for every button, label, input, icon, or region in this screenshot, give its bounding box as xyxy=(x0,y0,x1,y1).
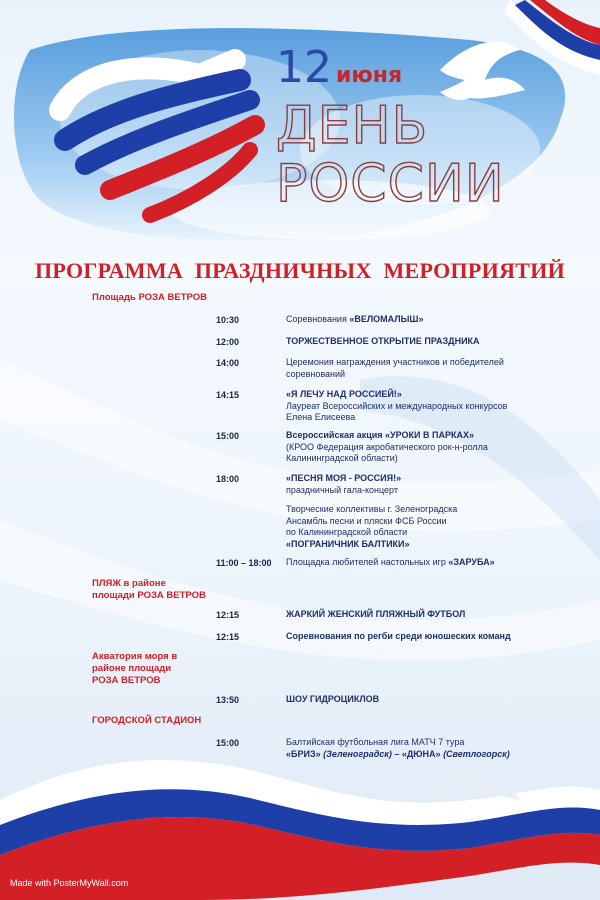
event-description: ЖАРКИЙ ЖЕНСКИЙ ПЛЯЖНЫЙ ФУТБОЛ xyxy=(286,609,466,619)
event-description xyxy=(286,314,536,326)
event-text: Площадка любителей настольных игр xyxy=(286,557,449,567)
event-text: Церемония награждения участников и победителей xyxy=(286,357,504,367)
event-description: Соревнования по регби среди юношеских команд xyxy=(286,631,511,641)
event-description xyxy=(286,389,536,424)
watermark-text: Made with PosterMyWall.com xyxy=(10,878,129,888)
event-time: 14:15 xyxy=(216,390,240,400)
event-text: Калининградской области) xyxy=(286,453,398,463)
event-text: Творческие коллективы г. Зеленоградска xyxy=(286,504,458,514)
event-bold-text: «ВЕЛОМАЛЫШ» xyxy=(349,314,424,324)
event-description xyxy=(286,557,556,569)
team-name: «ДЮНА» xyxy=(401,748,441,759)
event-text: Елена Елисеева xyxy=(286,412,356,422)
event-text: (КРОО Федерация акробатического рок-н-ролла xyxy=(286,441,488,452)
event-text: Ансамбль песни и пляски ФСБ России xyxy=(286,515,447,526)
team-city: (Светлогорск) xyxy=(440,748,510,759)
event-time: 12:15 xyxy=(216,632,240,642)
venue-label: ПЛЯЖ в районе площади РОЗА ВЕТРОВ xyxy=(92,578,206,601)
program-title: ПРОГРАММА ПРАЗДНИЧНЫХ МЕРОПРИЯТИЙ xyxy=(34,258,566,283)
event-time: 18:00 xyxy=(216,474,240,484)
event-bold-text: «ПОГРАНИЧНИК БАЛТИКИ» xyxy=(286,538,410,549)
event-bold-text: «ПЕСНЯ МОЯ - РОССИЯ!» xyxy=(286,473,402,483)
event-time: 12:00 xyxy=(216,337,240,347)
event-text: соревнований xyxy=(286,368,346,379)
event-description xyxy=(286,357,536,380)
event-description: ТОРЖЕСТВЕННОЕ ОТКРЫТИЕ ПРАЗДНИКА xyxy=(286,336,480,346)
event-text: праздничный гала-концерт xyxy=(286,484,398,495)
event-description: ШОУ ГИДРОЦИКЛОВ xyxy=(286,694,380,704)
event-text: Лауреат Всероссийских и международных конкурсов xyxy=(286,400,508,411)
event-bold-text: «Я ЛЕЧУ НАД РОССИЕЙ!» xyxy=(286,389,402,399)
event-time: 10:30 xyxy=(216,315,240,325)
venue-label: ГОРОДСКОЙ СТАДИОН xyxy=(92,715,202,726)
event-description xyxy=(286,430,536,465)
event-time: 15:00 xyxy=(216,738,240,748)
venue-label: Площадь РОЗА ВЕТРОВ xyxy=(92,292,207,303)
event-time: 13:50 xyxy=(216,695,240,705)
event-bold-text: «ЗАРУБА» xyxy=(448,557,495,567)
date-heading xyxy=(276,42,403,93)
russian-flag-ribbon-icon xyxy=(0,740,600,900)
title-line-1: ДЕНЬ xyxy=(276,96,429,156)
event-time: 14:00 xyxy=(216,358,240,368)
event-time: 12:15 xyxy=(216,610,240,620)
separator: – xyxy=(391,748,402,759)
venue-label: Акватория моря в районе площади РОЗА ВЕТРОВ xyxy=(92,651,178,686)
title-line-2: РОССИИ xyxy=(276,154,505,214)
event-description xyxy=(286,473,536,550)
event-time: 11:00 – 18:00 xyxy=(216,558,272,568)
event-text: Балтийская футбольная лига МАТЧ 7 тура xyxy=(286,737,465,747)
date-month: июня xyxy=(336,63,403,88)
event-text: Соревнования xyxy=(286,314,350,324)
team-name: «БРИЗ» xyxy=(286,748,321,759)
date-number: 12 xyxy=(276,42,332,93)
event-time: 15:00 xyxy=(216,431,240,441)
event-bold-text: «УРОКИ В ПАРКАХ» xyxy=(385,430,474,440)
event-bold-text: Всероссийская акция xyxy=(286,430,386,440)
team-city: (Зеленоградск) xyxy=(320,748,392,759)
event-text: по Калининградской области xyxy=(286,527,408,537)
